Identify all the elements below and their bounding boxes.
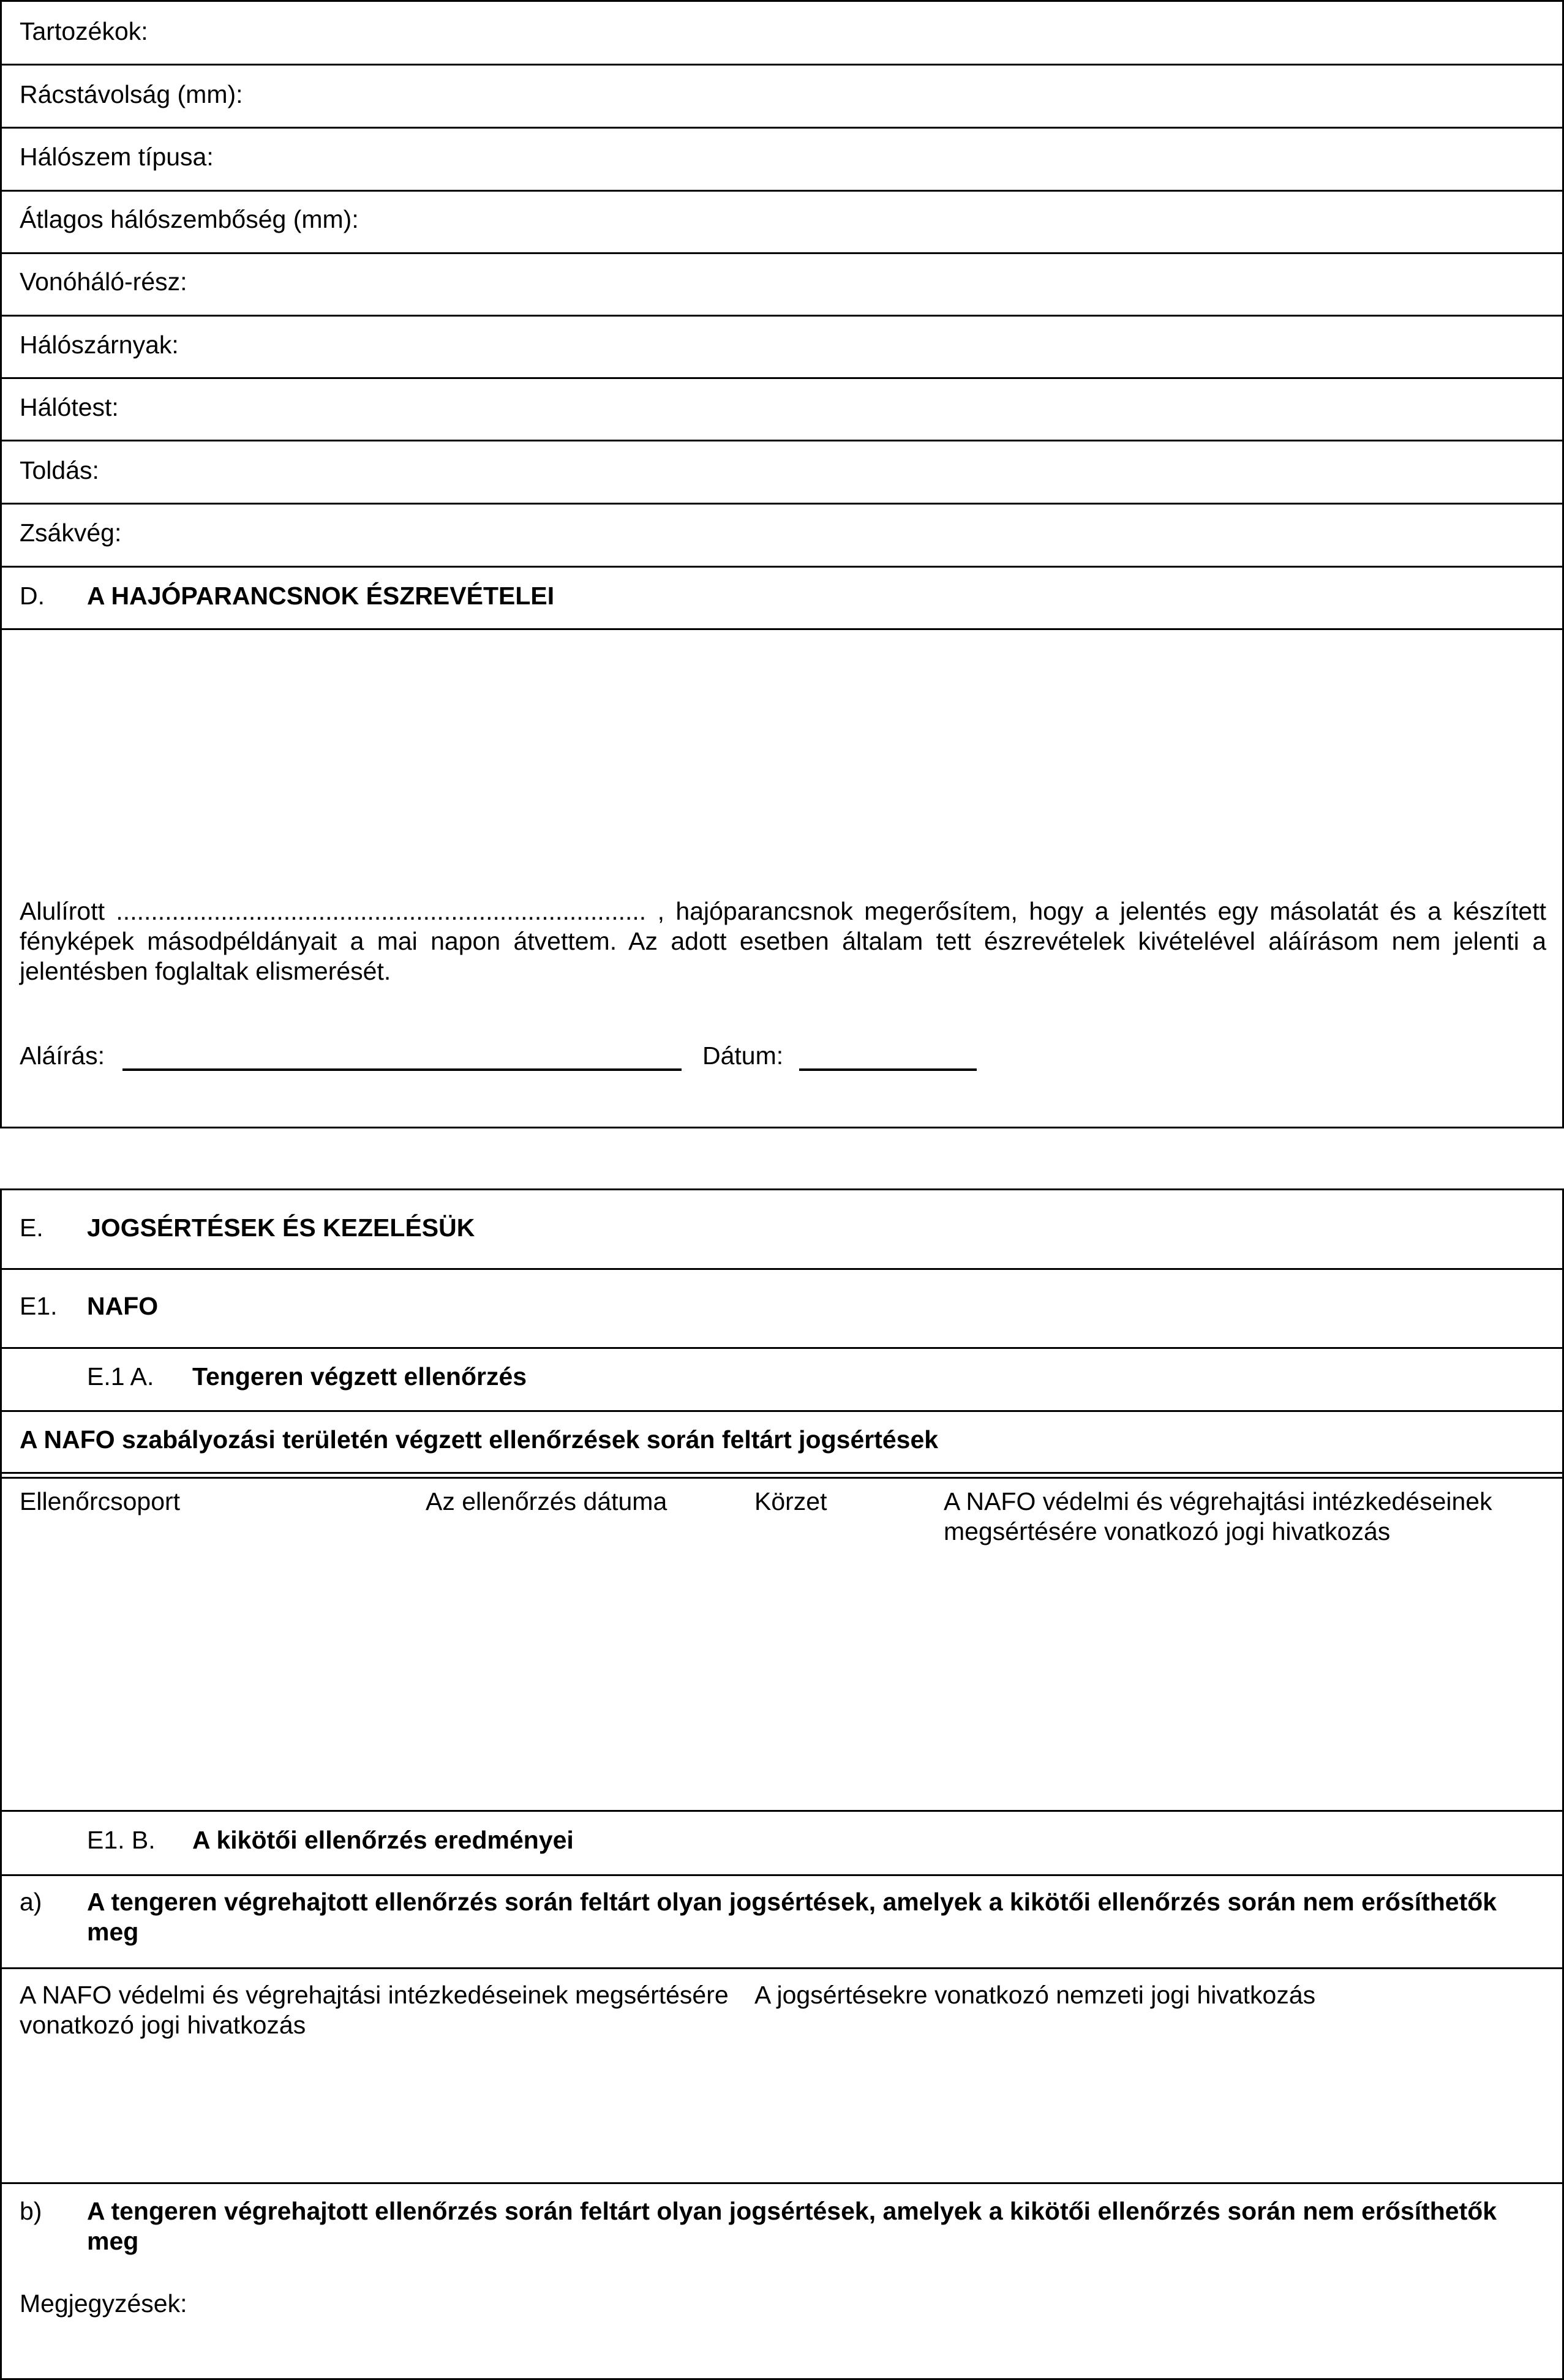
gear-row-wings: Hálószárnyak:	[20, 331, 179, 359]
gear-row-codend: Zsákvég:	[20, 519, 122, 547]
e1b-title: A kikötői ellenőrzés eredményei	[192, 1826, 574, 1854]
section-e-title: JOGSÉRTÉSEK ÉS KEZELÉSÜK	[87, 1214, 475, 1242]
section-d-title: A HAJÓPARANCSNOK ÉSZREVÉTELEI	[87, 582, 555, 610]
date-label: Dátum:	[702, 1042, 784, 1070]
e1a-code: E.1 A.	[87, 1362, 154, 1391]
e1b-code: E1. B.	[87, 1826, 156, 1854]
item-b-text: A tengeren végrehajtott ellenőrzés során feltárt olyan jogsértések, amelyek a kikötői ellenőrzés során nem erősíthetők meg	[87, 2197, 1497, 2255]
item-a-code: a)	[20, 1888, 42, 1916]
section-d-code: D.	[20, 582, 45, 610]
col-header-inspector-team: Ellenőrcsoport	[20, 1487, 181, 1515]
col-header-inspection-date: Az ellenőrzés dátuma	[426, 1487, 667, 1515]
a-col-national-legal-reference: A jogsértésekre vonatkozó nemzeti jogi hivatkozás	[754, 1981, 1316, 2009]
e1a-title: Tengeren végzett ellenőrzés	[192, 1362, 527, 1391]
infringements-frame	[0, 1188, 1564, 2380]
master-statement: Alulírott ............................................................................ , hajóparancsnok megerősítem, hogy a jelentés egy másolatát és a készített fényképek másodpéldányait a mai napon átvettem. Az adott esetben általam tett észrevételek kivételével aláírásom nem jelenti a jelentésben foglaltak elismerését.	[20, 897, 1546, 985]
gear-row-accessories: Tartozékok:	[20, 17, 148, 45]
notes-label: Megjegyzések:	[20, 2289, 187, 2318]
item-b-code: b)	[20, 2197, 42, 2225]
gear-row-mesh-type: Hálószem típusa:	[20, 143, 214, 171]
e1-title: NAFO	[87, 1292, 159, 1320]
gear-row-body: Hálótest:	[20, 393, 119, 421]
col-header-nafo-legal-reference: A NAFO védelmi és végrehajtási intézkedéseinek megsértésére vonatkozó jogi hivatkozás	[944, 1487, 1492, 1545]
e1-code: E1.	[20, 1292, 58, 1320]
gear-row-bar-spacing: Rácstávolság (mm):	[20, 80, 243, 108]
gear-row-trawl-part: Vonóháló-rész:	[20, 268, 187, 296]
a-col-nafo-legal-reference: A NAFO védelmi és végrehajtási intézkedéseinek megsértésére vonatkozó jogi hivatkozás	[20, 1981, 729, 2039]
signature-line[interactable]	[122, 1068, 682, 1071]
col-header-division: Körzet	[754, 1487, 827, 1515]
section-e-code: E.	[20, 1214, 43, 1242]
date-line[interactable]	[799, 1068, 977, 1071]
nafo-infringements-heading: A NAFO szabályozási területén végzett ellenőrzések során feltárt jogsértések	[20, 1425, 939, 1454]
gear-row-extension: Toldás:	[20, 456, 99, 484]
gear-row-avg-mesh-size: Átlagos hálószembőség (mm):	[20, 205, 359, 233]
signature-label: Aláírás:	[20, 1042, 105, 1070]
gear-and-remarks-frame	[0, 0, 1564, 1128]
item-a-text: A tengeren végrehajtott ellenőrzés során feltárt olyan jogsértések, amelyek a kikötői ellenőrzés során nem erősíthetők meg	[87, 1888, 1497, 1946]
